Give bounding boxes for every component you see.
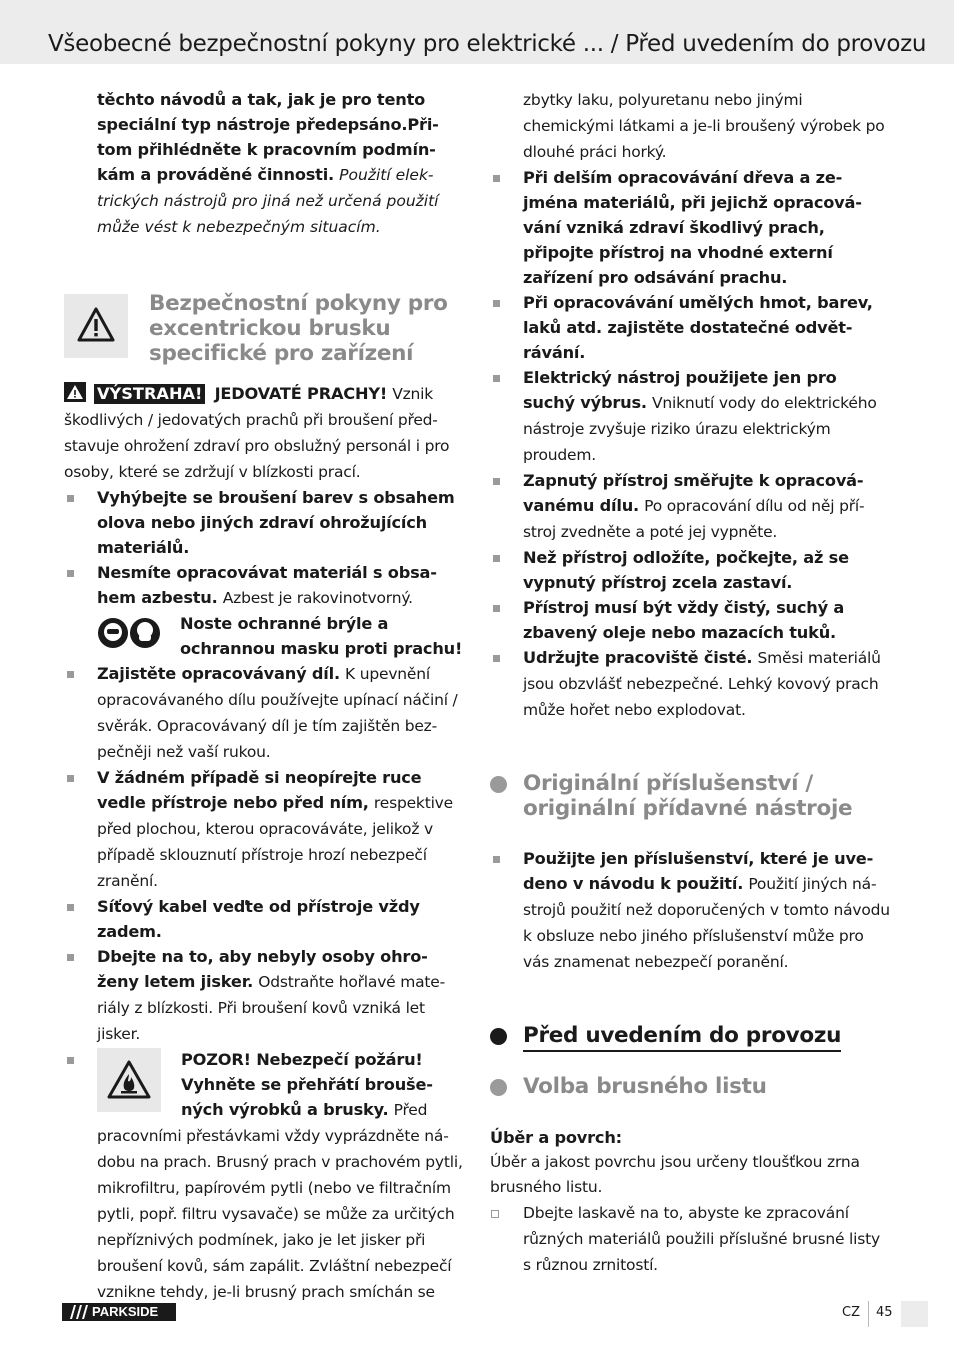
note-text: Dbejte laskavě na to, abyste ke zpracování různých materiálů použili příslušné brusné listy s různou zrnitostí. xyxy=(523,1204,880,1274)
subsection xyxy=(490,1125,892,1200)
ppe-note xyxy=(64,611,469,661)
section4-heading xyxy=(490,1074,892,1099)
list-item xyxy=(64,1047,469,1305)
brand-name: PARKSIDE xyxy=(92,1304,159,1319)
item-bold: Zajistěte opracovávaný díl. xyxy=(97,664,340,683)
page-corner-box xyxy=(901,1301,928,1327)
item-text: K upevnění opracovávaného dílu používejte upínací náčiní / svěrák. Opracovávaný díl je tím zajištěn bez-pečněji než vaší rukou. xyxy=(97,665,458,761)
section3-title-wrap xyxy=(523,1023,892,1052)
list-item xyxy=(490,846,892,975)
section1-heading xyxy=(64,291,469,366)
bullet-icon xyxy=(67,904,74,911)
checkbox-bullet-icon xyxy=(491,1210,499,1218)
ppe-text: Noste ochranné brýle a ochrannou masku proti prachu! xyxy=(180,614,463,658)
item-bold: Při opracovávání umělých hmot, barev, laků atd. zajistěte dostatečné odvět-rávání. xyxy=(523,293,873,362)
bullet-icon xyxy=(493,300,500,307)
note-item xyxy=(490,1200,892,1278)
item-bold: Udržujte pracoviště čisté. xyxy=(523,648,753,667)
bullet-icon xyxy=(67,1057,74,1064)
page-header xyxy=(0,0,954,64)
item-bold: Při delším opracovávání dřeva a ze-jména materiálů, při jejichž opracová-vání vzniká zdraví škodlivý prach, připojte přístroj na vhodné externí zařízení pro odsávání prachu. xyxy=(523,168,862,287)
bullet-icon xyxy=(493,655,500,662)
item-bold: Zapnutý přístroj směřujte k opracová-vanému dílu. xyxy=(523,471,864,515)
item-text: respektive před plochou, kterou opracováváte, jelikož v případě sklouznutí přístroje hrozí nebezpečí zranění. xyxy=(97,794,453,890)
item-bold: Než přístroj odložíte, počkejte, až se vypnutý přístroj zcela zastaví. xyxy=(523,548,849,592)
bullet-icon xyxy=(67,671,74,678)
continuation-text xyxy=(490,87,892,165)
list-item xyxy=(64,661,469,765)
bullet-icon xyxy=(493,478,500,485)
intro-bold: těchto návodů a tak, jak je pro tento speciální typ nástroje předepsáno.Při-tom přihlédněte k pracovním podmín-kám a prováděné činnosti. xyxy=(97,90,439,184)
list-item xyxy=(64,485,469,560)
bullet-icon xyxy=(67,495,74,502)
subsection-text: Úběr a jakost povrchu jsou určeny tloušťkou zrna brusného listu. xyxy=(490,1153,860,1196)
list-item xyxy=(64,944,469,1047)
item-text: Azbest je rakovinotvorný. xyxy=(222,589,413,607)
item-text: Před pracovními přestávkami vždy vyprázdněte ná-dobu na prach. Brusný prach v prachovém pytli, mikrofiltru, papírovém pytli (nebo ve filtračním pytli, popř. filtru vysavače) se může za určitých nepříznivých podmínek, jako je let jisker při broušení kovů, sám zapálit. Zvláštní nebezpečí vznikne tehdy, je-li brusný prach smíchán se xyxy=(97,1101,463,1301)
section-dot-icon xyxy=(490,1079,507,1096)
fire-warning-icon xyxy=(97,1048,161,1112)
section2-heading xyxy=(490,771,892,821)
list-item xyxy=(490,290,892,365)
cont-text: zbytky laku, polyuretanu nebo jinými chemickými látkami a je-li broušený výrobek po dlouhé práci horký. xyxy=(523,91,885,161)
bullet-icon xyxy=(493,555,500,562)
item-bold: V žádném případě si neopírejte ruce vedle přístroje nebo před ním, xyxy=(97,768,422,812)
list-item xyxy=(64,765,469,894)
section2-title: Originální příslušenství / originální přídavné nástroje xyxy=(523,771,853,821)
warning-small-icon xyxy=(64,382,86,402)
item-text: Směsi materiálů jsou obzvlášť nebezpečné. Lehký kovový prach může hořet nebo explodovat. xyxy=(523,649,881,719)
section3-heading xyxy=(490,1023,892,1052)
page-number: 45 xyxy=(876,1305,893,1320)
goggles-mask-icon xyxy=(97,615,161,651)
list-item xyxy=(490,468,892,545)
item-text: Vniknutí vody do elektrického nástroje zvyšuje riziko úrazu elektrickým proudem. xyxy=(523,394,877,464)
bullet-icon xyxy=(493,175,500,182)
header-title: Všeobecné bezpečnostní pokyny pro elektrické ... / Před uvedením do provozu xyxy=(48,31,927,57)
language-code: CZ xyxy=(842,1305,860,1320)
warning-paragraph xyxy=(64,381,469,485)
item-text: Odstraňte hořlavé mate-riály z blízkosti. Při broušení kovů vzniká let jisker. xyxy=(97,973,446,1043)
section-dot-icon xyxy=(490,776,507,793)
item-bold: Elektrický nástroj použijete jen pro suchý výbrus. xyxy=(523,368,837,412)
intro-italic: Použití elek-trických nástrojů pro jiná než určená použití může vést k nebezpečným situacím. xyxy=(97,166,439,236)
list-item xyxy=(490,595,892,645)
warning-tag: VÝSTRAHA! xyxy=(94,384,205,404)
section-dot-icon xyxy=(490,1028,507,1045)
section1-title: Bezpečnostní pokyny pro excentrickou brusku specifické pro zařízení xyxy=(149,291,448,366)
left-column xyxy=(64,87,469,1305)
section3-title: Před uvedením do provozu xyxy=(523,1023,841,1052)
bullet-icon xyxy=(493,605,500,612)
bullet-icon xyxy=(67,775,74,782)
bullet-icon xyxy=(493,375,500,382)
item-bold: Nesmíte opracovávat materiál s obsa-hem azbestu. xyxy=(97,563,437,607)
list-item xyxy=(64,560,469,611)
right-column xyxy=(490,87,892,1278)
section4-title: Volba brusného listu xyxy=(523,1074,767,1099)
list-item xyxy=(490,365,892,468)
footer-divider xyxy=(868,1301,869,1327)
warning-text: Vznik škodlivých / jedovatých prachů při broušení před-stavuje ohrožení zdraví pro obslužný personál i pro osoby, které se zdržují v blízkosti prací. xyxy=(64,385,450,481)
brand-logo xyxy=(62,1303,176,1321)
item-text: Po opracování dílu od něj pří-stroj zvedněte a poté jej vypněte. xyxy=(523,497,865,541)
warning-triangle-icon xyxy=(64,294,128,358)
bullet-icon xyxy=(493,856,500,863)
item-bold: Dbejte na to, aby nebyly osoby ohro-ženy letem jisker. xyxy=(97,947,428,991)
item-text: Použití jiných ná-strojů použití než doporučených v tomto návodu k obsluze nebo jiného příslušenství může pro vás znamenat nebezpečí poranění. xyxy=(523,875,890,971)
list-item xyxy=(490,645,892,723)
list-item xyxy=(490,545,892,595)
bullet-icon xyxy=(67,954,74,961)
list-item xyxy=(490,165,892,290)
item-bold: Přístroj musí být vždy čistý, suchý a zbavený oleje nebo mazacích tuků. xyxy=(523,598,845,642)
intro-paragraph xyxy=(64,87,469,240)
subsection-title: Úběr a povrch: xyxy=(490,1128,622,1147)
item-bold: Použijte jen příslušenství, které je uve-deno v návodu k použití. xyxy=(523,849,874,893)
list-item xyxy=(64,894,469,944)
item-bold: Vyhýbejte se broušení barev s obsahem olova nebo jiných zdraví ohrožujících materiálů. xyxy=(97,488,455,557)
warning-bold: JEDOVATÉ PRACHY! xyxy=(214,384,388,403)
item-bold: POZOR! Nebezpečí požáru! Vyhněte se přehřátí brouše-ných výrobků a brusky. xyxy=(181,1050,433,1119)
item-bold: Síťový kabel veďte od přístroje vždy zadem. xyxy=(97,897,420,941)
bullet-icon xyxy=(67,570,74,577)
